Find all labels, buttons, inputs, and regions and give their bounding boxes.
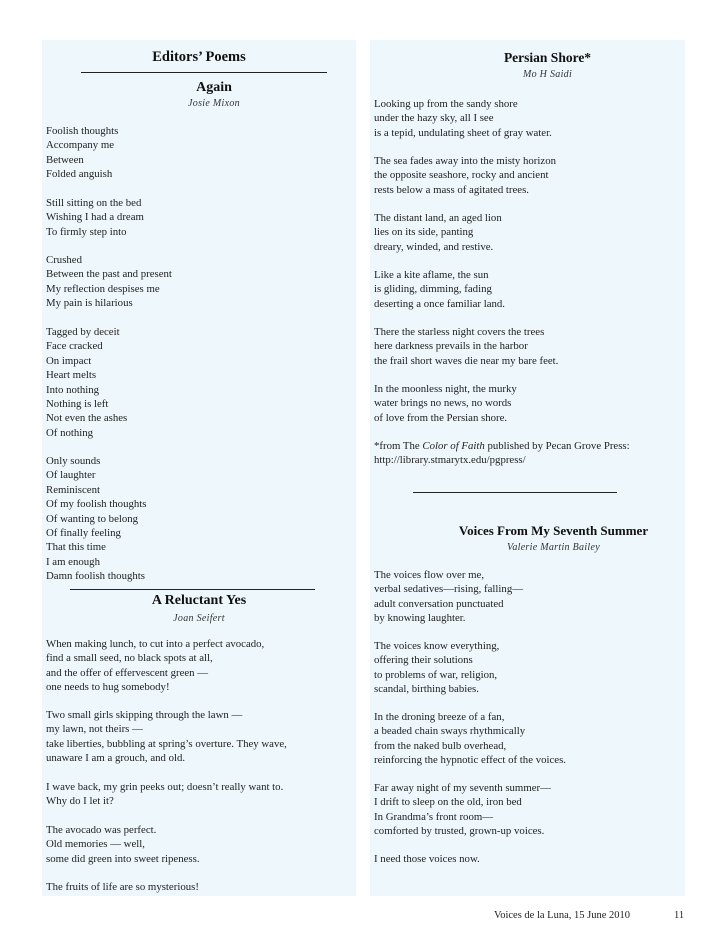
poem-stanza bbox=[46, 124, 354, 182]
poem-line: Two small girls skipping through the lawn — bbox=[46, 709, 243, 721]
poem-line: In the droning breeze of a fan, bbox=[374, 711, 505, 723]
poem-line: water brings no news, no words bbox=[374, 397, 512, 410]
poem-line: Into nothing bbox=[46, 383, 100, 396]
poem-line: one needs to hug somebody! bbox=[46, 681, 170, 694]
poem-line: Looking up from the sandy shore bbox=[374, 98, 518, 110]
poem-line: The avocado was perfect. bbox=[46, 824, 157, 836]
poem-line: lies on its side, panting bbox=[374, 226, 474, 239]
poem-line: from the naked bulb overhead, bbox=[374, 739, 507, 752]
footnote-suffix: published by Pecan Grove Press: bbox=[484, 440, 630, 452]
poem-line: That this time bbox=[46, 541, 106, 554]
section-title: Editors’ Poems bbox=[152, 49, 246, 65]
poem-stanza bbox=[374, 97, 683, 140]
footer-publication: Voices de la Luna, 15 June 2010 bbox=[494, 910, 630, 921]
poem-stanza bbox=[374, 639, 683, 697]
poem-line: Face cracked bbox=[46, 340, 103, 353]
poem-line: Accompany me bbox=[46, 139, 115, 152]
poem-line: Far away night of my seventh summer— bbox=[374, 782, 551, 794]
footnote-book-title: Color of Faith bbox=[422, 440, 485, 452]
poem-line: I am enough bbox=[46, 555, 100, 568]
poem-stanza bbox=[374, 852, 683, 866]
poem-line: under the hazy sky, all I see bbox=[374, 112, 494, 125]
poem-stanza bbox=[46, 780, 354, 809]
poem-stanza bbox=[374, 211, 683, 254]
poem-title-reluctant-yes: A Reluctant Yes bbox=[151, 593, 247, 608]
poem-line: verbal sedatives—rising, falling— bbox=[374, 583, 524, 596]
poem-stanza bbox=[46, 880, 354, 894]
poem-author-reluctant-yes: Joan Seifert bbox=[173, 613, 225, 624]
poem-line: dreary, winded, and restive. bbox=[374, 240, 494, 253]
footnote-prefix: *from The bbox=[374, 440, 423, 452]
poem-line: Reminiscent bbox=[46, 483, 100, 496]
left-column bbox=[42, 40, 356, 896]
poem-line: scandal, birthing babies. bbox=[374, 683, 479, 696]
poem-line: The voices know everything, bbox=[374, 640, 500, 652]
poem-line: Why do I let it? bbox=[46, 795, 114, 808]
poem-line: reinforcing the hypnotic effect of the voices. bbox=[374, 754, 566, 767]
poem-line: Heart melts bbox=[46, 369, 97, 382]
poem-line: I wave back, my grin peeks out; doesn’t really want to. bbox=[46, 781, 284, 793]
poem-stanza bbox=[374, 268, 683, 311]
poem-line: Nothing is left bbox=[46, 397, 109, 410]
poem-line: Of my foolish thoughts bbox=[46, 498, 147, 511]
poem-line: Only sounds bbox=[46, 455, 101, 467]
poem-line: take liberties, bubbling at spring’s overture. They wave, bbox=[46, 737, 287, 750]
poem-line: Between bbox=[46, 153, 84, 166]
poem-line: On impact bbox=[46, 354, 92, 367]
poem-divider bbox=[70, 589, 315, 590]
poem-author-persian-shore: Mo H Saidi bbox=[522, 69, 573, 80]
poem-line: In Grandma’s front room— bbox=[374, 810, 494, 823]
poem-line: Between the past and present bbox=[46, 268, 172, 281]
poem-stanza bbox=[374, 325, 683, 368]
poem-line: is gliding, dimming, fading bbox=[374, 283, 492, 296]
poem-stanza bbox=[374, 710, 683, 768]
poem-line: When making lunch, to cut into a perfect avocado, bbox=[46, 638, 265, 650]
poem-stanza bbox=[374, 568, 683, 626]
poem-line: by knowing laughter. bbox=[374, 612, 466, 625]
poem-line: My reflection despises me bbox=[46, 282, 160, 295]
poem-line: offering their solutions bbox=[374, 654, 473, 667]
poem-line: the opposite seashore, rocky and ancient bbox=[374, 169, 549, 182]
footnote bbox=[374, 439, 683, 468]
poem-line: the frail short waves die near my bare feet. bbox=[374, 354, 559, 367]
poem-stanza bbox=[46, 196, 354, 239]
poem-line: The voices flow over me, bbox=[374, 569, 485, 581]
poem-line: Of finally feeling bbox=[46, 526, 121, 539]
poem-stanza bbox=[374, 781, 683, 839]
poem-stanza bbox=[374, 382, 683, 425]
poem-line: In the moonless night, the murky bbox=[374, 383, 517, 395]
poem-line: Of laughter bbox=[46, 469, 96, 482]
poem-author-again: Josie Mixon bbox=[188, 98, 240, 109]
poem-line: To firmly step into bbox=[46, 225, 127, 238]
poem-line: Of wanting to belong bbox=[46, 512, 139, 525]
poem-line: There the starless night covers the trees bbox=[374, 326, 545, 338]
poem-line: Crushed bbox=[46, 254, 82, 266]
poem-line: I need those voices now. bbox=[374, 853, 480, 865]
poem-stanza bbox=[46, 708, 354, 766]
section-rule bbox=[81, 72, 327, 73]
poem-stanza bbox=[46, 637, 354, 695]
poem-line: The sea fades away into the misty horizon bbox=[374, 155, 556, 167]
footnote-url[interactable]: http://library.stmarytx.edu/pgpress/ bbox=[374, 454, 526, 467]
poem-line: The fruits of life are so mysterious! bbox=[46, 881, 199, 893]
poem-stanza bbox=[46, 325, 354, 440]
poem-title-voices: Voices From My Seventh Summer bbox=[458, 523, 649, 538]
poem-line: My pain is hilarious bbox=[46, 297, 133, 310]
poem-line: comforted by trusted, grown-up voices. bbox=[374, 825, 545, 838]
poem-title-persian-shore: Persian Shore* bbox=[503, 50, 592, 65]
poem-line: a beaded chain sways rhythmically bbox=[374, 725, 526, 738]
poem-title-again: Again bbox=[196, 80, 232, 95]
poem-line: unaware I am a grouch, and old. bbox=[46, 752, 186, 765]
poem-line: Still sitting on the bed bbox=[46, 197, 142, 209]
poem-line: and the offer of effervescent green — bbox=[46, 666, 209, 679]
poem-line: Folded anguish bbox=[46, 168, 113, 181]
poem-line: to problems of war, religion, bbox=[374, 668, 498, 681]
poem-line: rests below a mass of agitated trees. bbox=[374, 183, 530, 196]
poem-line: deserting a once familiar land. bbox=[374, 297, 506, 310]
poem-line: adult conversation punctuated bbox=[374, 597, 504, 610]
poem-line: Of nothing bbox=[46, 426, 94, 439]
poem-stanza bbox=[46, 253, 354, 311]
poem-line: my lawn, not theirs — bbox=[46, 723, 143, 736]
poem-line: find a small seed, no black spots at all, bbox=[46, 652, 213, 665]
poem-stanza bbox=[374, 154, 683, 197]
right-column bbox=[370, 40, 685, 896]
poem-line: is a tepid, undulating sheet of gray water. bbox=[374, 126, 552, 139]
poem-line: Like a kite aflame, the sun bbox=[374, 269, 489, 281]
poem-line: The distant land, an aged lion bbox=[374, 212, 502, 224]
poem-line: Tagged by deceit bbox=[46, 326, 120, 338]
poem-stanza bbox=[46, 823, 354, 866]
poem-line: Wishing I had a dream bbox=[46, 211, 144, 224]
poem-line: Damn foolish thoughts bbox=[46, 570, 145, 583]
poem-stanza bbox=[46, 454, 354, 584]
poem-line: Old memories — well, bbox=[46, 838, 145, 851]
poem-line: here darkness prevails in the harbor bbox=[374, 340, 528, 353]
page-number: 11 bbox=[674, 910, 685, 921]
poem-line: I drift to sleep on the old, iron bed bbox=[374, 796, 522, 809]
poem-line: some did green into sweet ripeness. bbox=[46, 852, 200, 865]
poem-line: Foolish thoughts bbox=[46, 125, 119, 137]
poem-divider bbox=[413, 492, 617, 493]
poem-line: Not even the ashes bbox=[46, 412, 128, 425]
poem-author-voices: Valerie Martin Bailey bbox=[507, 542, 600, 553]
poem-line: of love from the Persian shore. bbox=[374, 411, 508, 424]
